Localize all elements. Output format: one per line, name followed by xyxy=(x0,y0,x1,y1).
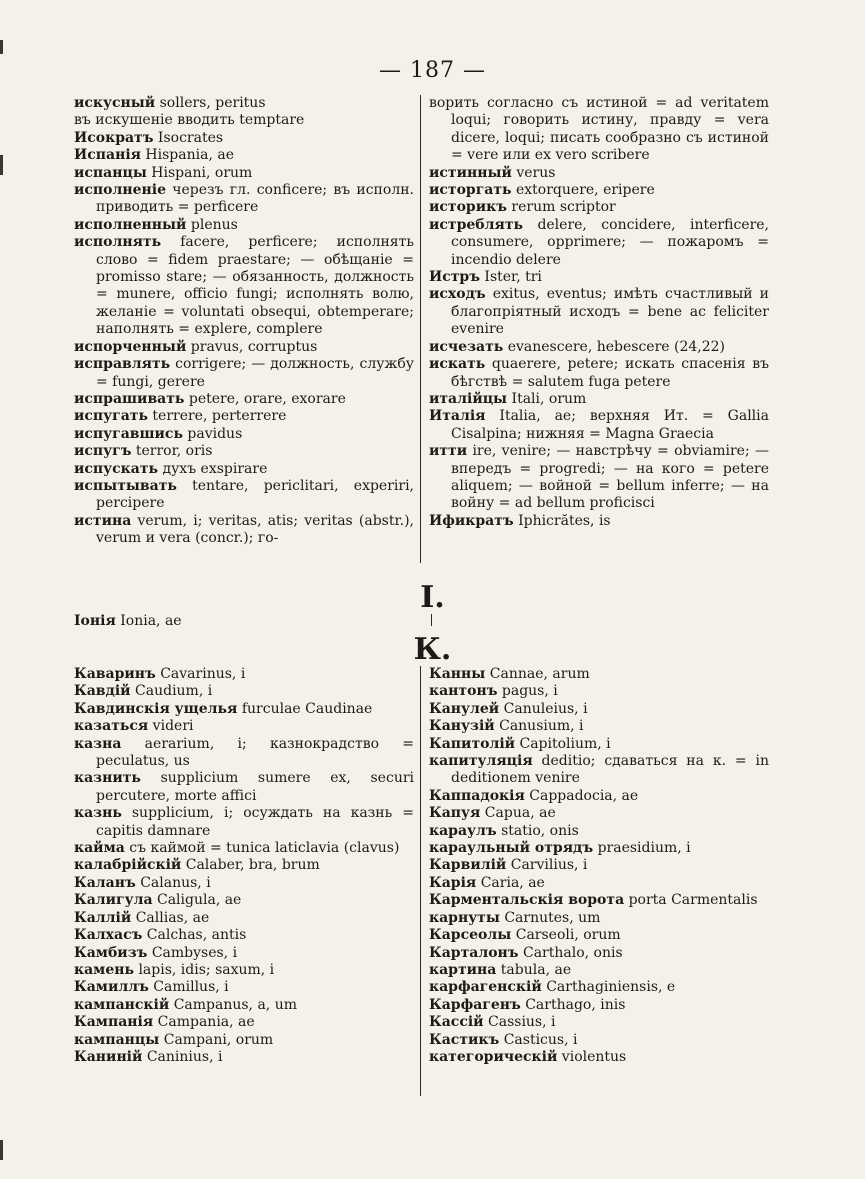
headword: исполненный xyxy=(74,216,187,233)
headword: историкъ xyxy=(429,199,507,216)
dictionary-entry xyxy=(429,443,769,513)
dictionary-entry xyxy=(429,840,769,857)
dictionary-entry xyxy=(74,234,414,338)
dictionary-entry xyxy=(74,718,414,735)
dictionary-entry xyxy=(429,1049,769,1066)
translation: petere, orare, exorare xyxy=(184,390,346,407)
translation: lapis, idis; saxum, i xyxy=(134,961,275,978)
left-column xyxy=(74,666,420,1096)
translation: Carseoli, orum xyxy=(511,927,621,944)
dictionary-entry xyxy=(429,823,769,840)
translation: pagus, i xyxy=(497,683,558,700)
translation: supplicium sumere ex, securi percutere, morte affici xyxy=(96,770,414,804)
dictionary-entry xyxy=(429,666,769,683)
headword: испанцы xyxy=(74,164,147,181)
headword: Канны xyxy=(429,666,486,682)
dictionary-entry xyxy=(74,356,414,391)
headword: испускать xyxy=(74,460,158,477)
headword: Кастикъ xyxy=(429,1031,500,1048)
headword: испугать xyxy=(74,408,148,425)
headword: Каниній xyxy=(74,1048,143,1065)
translation: Ister, tri xyxy=(479,269,542,286)
headword: Исократъ xyxy=(74,129,154,146)
dictionary-entry xyxy=(74,112,414,129)
dictionary-entry xyxy=(74,805,414,840)
dictionary-entry xyxy=(74,478,414,513)
headword: Іонія xyxy=(74,613,116,629)
headword: Карсеолы xyxy=(429,927,512,944)
headword: караульный отрядъ xyxy=(429,840,594,857)
translation: Cambyses, i xyxy=(147,944,238,961)
translation: quaerere, petere; искать спасенія въ бѣгствѣ = salutem fuga petere xyxy=(451,356,769,390)
dictionary-entry xyxy=(74,857,414,874)
translation: pavidus xyxy=(182,425,243,442)
translation: черезъ гл. conficere; въ исполн. приводить = perficere xyxy=(96,182,414,216)
dictionary-entry xyxy=(429,286,769,338)
dictionary-entry xyxy=(74,95,414,112)
dictionary-entry xyxy=(74,910,414,927)
headword: Калигула xyxy=(74,892,153,909)
headword: Каланъ xyxy=(74,874,136,891)
dictionary-entry xyxy=(74,391,414,408)
dictionary-entry xyxy=(429,391,769,408)
headword: кайма xyxy=(74,840,125,857)
translation: Iphicrătes, is xyxy=(513,512,611,529)
headword: казнить xyxy=(74,770,141,787)
translation: statio, onis xyxy=(496,822,579,839)
dictionary-entry xyxy=(74,666,414,683)
headword: исходъ xyxy=(429,286,486,303)
dictionary-entry xyxy=(429,962,769,979)
translation: supplicium, i; осуждать на казнь = capitis damnare xyxy=(96,805,414,839)
dictionary-entry xyxy=(429,753,769,788)
headword: искать xyxy=(429,356,486,373)
dictionary-entry xyxy=(429,95,769,165)
headword: Каваринъ xyxy=(74,666,156,682)
headword: Ификратъ xyxy=(429,512,514,529)
headword: Карія xyxy=(429,874,477,891)
dictionary-entry xyxy=(429,701,769,718)
dictionary-entry xyxy=(74,1049,414,1066)
translation: Camillus, i xyxy=(148,979,229,996)
headword: исправлять xyxy=(74,356,171,373)
translation: Campani, orum xyxy=(159,1031,274,1048)
headword: Капитолій xyxy=(429,735,516,752)
headword: искусный xyxy=(74,95,156,111)
dictionary-entry xyxy=(74,1032,414,1049)
headword: истреблять xyxy=(429,216,524,233)
headword: Италія xyxy=(429,408,486,425)
headword: испытывать xyxy=(74,477,177,494)
headword: Калхасъ xyxy=(74,927,143,944)
margin-mark xyxy=(0,40,3,54)
dictionary-entry xyxy=(74,165,414,182)
dictionary-entry xyxy=(74,736,414,771)
translation: ворить согласно съ истиной = ad veritatem loqui; говорить истину, правду = vera dicere, loqui; писать сообразно съ истиной = vere или ex vero scribere xyxy=(429,95,769,164)
translation: Carthaginiensis, e xyxy=(541,979,676,996)
headword: калабрійскій xyxy=(74,857,182,874)
translation: Calanus, i xyxy=(135,874,211,891)
dictionary-entry xyxy=(74,945,414,962)
translation: Caninius, i xyxy=(142,1048,223,1065)
dictionary-entry xyxy=(429,683,769,700)
dictionary-entry xyxy=(74,461,414,478)
headword: казнь xyxy=(74,805,122,822)
dictionary-entry xyxy=(429,979,769,996)
translation: videri xyxy=(148,718,194,735)
dictionary-entry xyxy=(74,513,414,548)
translation: ire, venire; — навстрѣчу = obviamire; — впередъ = progredi; — на кого = petere aliquem; — войной = bellum inferre; — на войну = ad bellum proficisci xyxy=(451,443,769,512)
dictionary-entry xyxy=(74,997,414,1014)
headword: карнуты xyxy=(429,909,500,926)
translation: Cassius, i xyxy=(483,1014,556,1031)
headword: Карвилій xyxy=(429,857,507,874)
translation: Itali, orum xyxy=(507,390,587,407)
dictionary-entry xyxy=(429,513,769,530)
margin-mark xyxy=(0,1140,3,1160)
headword: исторгать xyxy=(429,182,512,199)
left-column xyxy=(74,95,420,563)
dictionary-entry xyxy=(74,339,414,356)
translation: tentare, periclitari, experiri, percipere xyxy=(96,477,414,512)
margin-mark xyxy=(0,155,3,175)
dictionary-entry xyxy=(429,408,769,443)
translation: Caligula, ae xyxy=(152,892,242,909)
headword: Канузій xyxy=(429,718,495,735)
translation: Hispani, orum xyxy=(146,164,253,181)
dictionary-entry xyxy=(74,1014,414,1031)
letter-heading-k: К. xyxy=(413,632,452,667)
translation: Cannae, arum xyxy=(485,666,590,682)
headword: исчезать xyxy=(429,338,504,355)
headword: категорическій xyxy=(429,1048,558,1065)
headword: Истръ xyxy=(429,269,480,286)
dictionary-entry xyxy=(429,718,769,735)
headword: караулъ xyxy=(429,822,497,839)
dictionary-entry-ionia xyxy=(74,613,182,630)
dictionary-entry xyxy=(429,1014,769,1031)
headword: итти xyxy=(429,443,468,460)
translation: evanescere, hebescere (24,22) xyxy=(503,338,726,355)
headword: Кавдинскія ущелья xyxy=(74,700,238,717)
translation: furculae Caudinae xyxy=(237,700,373,717)
translation: Carthago, inis xyxy=(520,996,626,1013)
headword: кампанскій xyxy=(74,996,170,1013)
translation: porta Carmentalis xyxy=(624,892,758,909)
headword: Кассій xyxy=(429,1014,484,1031)
headword: картина xyxy=(429,961,497,978)
headword: Камбизъ xyxy=(74,944,148,961)
translation: deditio; сдаваться на к. = in deditionem venire xyxy=(451,753,769,787)
translation: Canusium, i xyxy=(494,718,584,735)
translation: extorquere, eripere xyxy=(511,182,655,199)
translation: Cavarinus, i xyxy=(155,666,246,682)
dictionary-entry xyxy=(429,269,769,286)
section-k-columns xyxy=(74,666,794,1096)
translation: Hispania, ae xyxy=(140,147,234,164)
translation: verum, i; veritas, atis; veritas (abstr.), verum и vera (concr.); го- xyxy=(96,512,414,547)
translation: съ каймой = tunica laticlavia (clavus) xyxy=(124,840,400,857)
dictionary-entry xyxy=(74,443,414,460)
translation: terror, oris xyxy=(131,443,213,460)
headword: италійцы xyxy=(429,390,508,407)
page-number: — 187 — xyxy=(379,58,486,83)
translation: verus xyxy=(511,164,556,181)
translation: Capitolium, i xyxy=(515,735,611,752)
translation: pravus, corruptus xyxy=(186,338,318,355)
headword: Каппадокія xyxy=(429,787,525,804)
translation: Caudium, i xyxy=(130,683,213,700)
dictionary-entry xyxy=(429,927,769,944)
translation: въ искушеніе вводить temptare xyxy=(74,112,305,129)
dictionary-entry xyxy=(74,683,414,700)
center-divider-mark xyxy=(431,614,432,626)
translation: Campania, ae xyxy=(153,1014,255,1031)
headword: капитуляція xyxy=(429,753,533,770)
headword: Испанія xyxy=(74,147,141,164)
translation: delere, concidere, interficere, consumere, opprimere; — пожаромъ = incendio delere xyxy=(451,216,769,268)
translation: sollers, peritus xyxy=(155,95,266,111)
translation: Campanus, a, um xyxy=(169,996,297,1013)
headword: Камиллъ xyxy=(74,979,149,996)
dictionary-entry xyxy=(429,217,769,269)
translation: aerarium, i; казнокрадство = peculatus, us xyxy=(96,735,414,770)
translation: praesidium, i xyxy=(593,840,691,857)
headword: камень xyxy=(74,961,134,978)
dictionary-entry xyxy=(74,892,414,909)
translation: plenus xyxy=(186,216,238,233)
translation: Callias, ae xyxy=(131,909,210,926)
translation: Carnutes, um xyxy=(499,909,601,926)
translation: Calaber, bra, brum xyxy=(181,857,320,874)
headword: исполненіе xyxy=(74,182,166,199)
dictionary-entry xyxy=(429,356,769,391)
dictionary-entry xyxy=(74,875,414,892)
dictionary-entry xyxy=(74,426,414,443)
headword: Карментальскія ворота xyxy=(429,892,625,909)
headword: Каллій xyxy=(74,909,132,926)
dictionary-entry xyxy=(429,788,769,805)
headword: исполнять xyxy=(74,234,162,251)
letter-heading-i: I. xyxy=(420,580,445,615)
dictionary-entry xyxy=(74,182,414,217)
headword: казна xyxy=(74,735,122,752)
translation: духъ exspirare xyxy=(158,460,268,477)
dictionary-entry xyxy=(429,1032,769,1049)
dictionary-entry xyxy=(74,927,414,944)
dictionary-entry xyxy=(74,130,414,147)
dictionary-entry xyxy=(429,857,769,874)
headword: испорченный xyxy=(74,338,187,355)
translation: terrere, perterrere xyxy=(147,408,287,425)
headword: Карталонъ xyxy=(429,944,519,961)
headword: Канулей xyxy=(429,700,500,717)
headword: Карфагенъ xyxy=(429,996,521,1013)
dictionary-entry xyxy=(74,408,414,425)
translation: tabula, ae xyxy=(496,961,572,978)
dictionary-entry xyxy=(429,182,769,199)
translation: Isocrates xyxy=(153,129,224,146)
translation: facere, perficere; исполнять слово = fidem praestare; — обѣщаніе = promisso stare; — обязанность, должность = munere, officio fungi; исполнять волю, желаніе = voluntati obsequi, obtemperare; наполнять = explere, complere xyxy=(96,234,414,338)
headword: Кампанія xyxy=(74,1014,154,1031)
translation: Casticus, i xyxy=(499,1031,578,1048)
translation: Caria, ae xyxy=(476,874,545,891)
dictionary-entry xyxy=(74,979,414,996)
headword: испугавшись xyxy=(74,425,183,442)
dictionary-entry xyxy=(429,339,769,356)
translation: Carthalo, onis xyxy=(518,944,623,961)
section-i-columns xyxy=(74,95,794,563)
translation: Canuleius, i xyxy=(499,700,588,717)
dictionary-entry xyxy=(74,770,414,805)
translation: Cappadocia, ae xyxy=(524,787,639,804)
dictionary-entry xyxy=(74,840,414,857)
dictionary-entry xyxy=(429,892,769,909)
translation: Italia, ae; верхняя Ит. = Gallia Cisalpina; нижняя = Magna Graecia xyxy=(451,408,769,442)
translation: exitus, eventus; имѣть счастливый и благопріятный исходъ = bene ac feliciter evenire xyxy=(451,286,769,338)
dictionary-entry xyxy=(429,736,769,753)
headword: кампанцы xyxy=(74,1031,160,1048)
translation: Carvilius, i xyxy=(506,857,588,874)
dictionary-entry xyxy=(74,147,414,164)
dictionary-entry xyxy=(429,997,769,1014)
dictionary-entry xyxy=(74,962,414,979)
dictionary-entry xyxy=(429,165,769,182)
headword: истинный xyxy=(429,164,512,181)
dictionary-entry xyxy=(429,805,769,822)
right-column xyxy=(421,95,769,563)
translation: violentus xyxy=(557,1048,627,1065)
dictionary-entry xyxy=(74,217,414,234)
translation: Calchas, antis xyxy=(142,927,247,944)
translation: Capua, ae xyxy=(480,805,556,822)
dictionary-entry xyxy=(429,199,769,216)
headword: казаться xyxy=(74,718,149,735)
right-column xyxy=(421,666,769,1096)
headword: истина xyxy=(74,512,132,529)
dictionary-entry xyxy=(429,875,769,892)
headword: Капуя xyxy=(429,805,481,822)
dictionary-entry xyxy=(429,910,769,927)
headword: кантонъ xyxy=(429,683,498,700)
translation: rerum scriptor xyxy=(506,199,616,216)
dictionary-entry xyxy=(74,701,414,718)
dictionary-entry xyxy=(429,945,769,962)
translation: corrigere; — должность, службу = fungi, gerere xyxy=(96,356,414,390)
headword: испрашивать xyxy=(74,390,185,407)
headword: испугъ xyxy=(74,443,132,460)
headword: Кавдій xyxy=(74,683,131,700)
translation: Ionia, ae xyxy=(115,613,182,629)
headword: карфагенскій xyxy=(429,979,542,996)
